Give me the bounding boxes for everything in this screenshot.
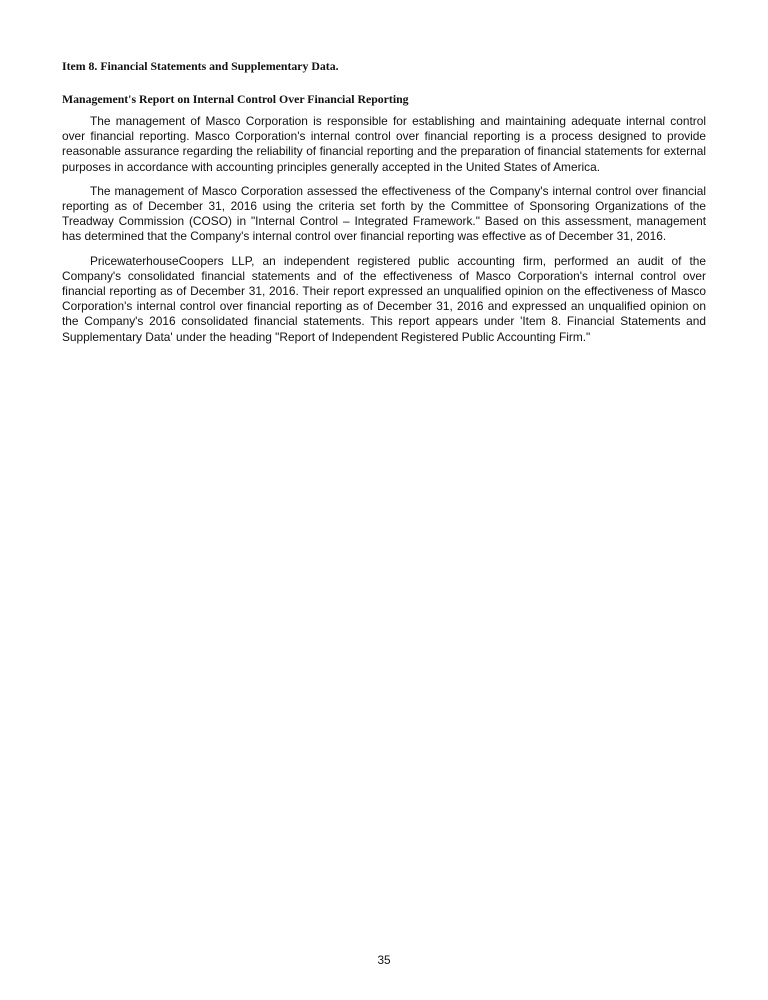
paragraph-assessment: The management of Masco Corporation assessed the effectiveness of the Company's internal control over financial reporting as of December 31, 2016 using the criteria set forth by the Committee of Sponsoring Organizations of the Treadway Commission (COSO) in "Internal Control – Integrated Framework." Based on this assessment, management has determined that the Company's internal control over financial reporting was effective as of December 31, 2016. [62, 183, 706, 244]
paragraph-auditor-report: PricewaterhouseCoopers LLP, an independent registered public accounting firm, performed an audit of the Company's consolidated financial statements and of the effectiveness of Masco Corporation's internal control over financial reporting as of December 31, 2016. Their report expressed an unqualified opinion on the effectiveness of Masco Corporation's internal control over financial reporting as of December 31, 2016 and expressed an unqualified opinion on the Company's 2016 consolidated financial statements. This report appears under 'Item 8. Financial Statements and Supplementary Data' under the heading "Report of Independent Registered Public Accounting Firm." [62, 253, 706, 344]
item-heading: Item 8. Financial Statements and Supplementary Data. [62, 59, 339, 73]
page-number: 35 [377, 953, 391, 967]
section-heading: Management's Report on Internal Control Over Financial Reporting [62, 92, 409, 106]
document-page [62, 58, 706, 354]
paragraph-management-responsibility: The management of Masco Corporation is responsible for establishing and maintaining adequate internal control over financial reporting. Masco Corporation's internal control over financial reporting is a process designed to provide reasonable assurance regarding the reliability of financial reporting and the preparation of financial statements for external purposes in accordance with accounting principles generally accepted in the United States of America. [62, 114, 706, 174]
